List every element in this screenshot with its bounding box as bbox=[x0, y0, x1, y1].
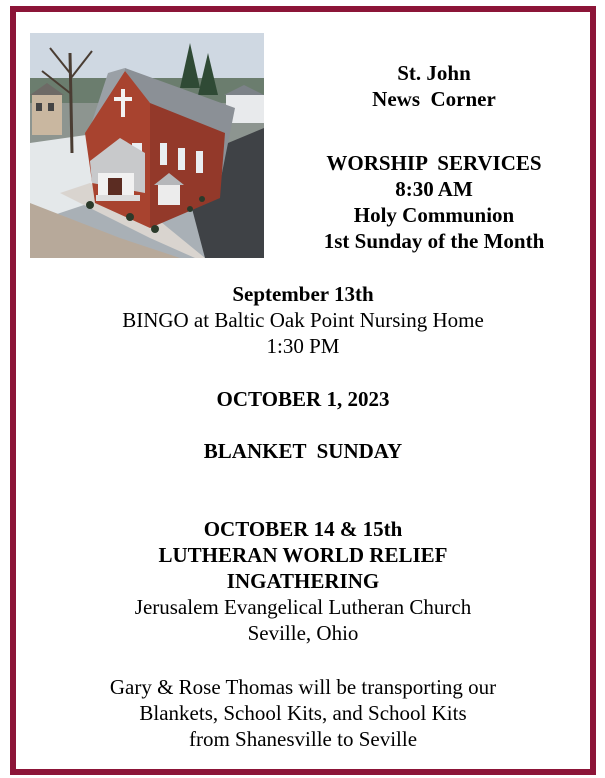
transport-section bbox=[16, 674, 590, 752]
ingathering-title-1: LUTHERAN WORLD RELIEF bbox=[158, 543, 448, 567]
communion-schedule: 1st Sunday of the Month bbox=[323, 229, 545, 253]
october-1-date: OCTOBER 1, 2023 bbox=[216, 387, 390, 411]
bingo-time: 1:30 PM bbox=[266, 334, 340, 358]
ingathering-section bbox=[16, 516, 590, 646]
bingo-section bbox=[16, 281, 590, 359]
ingathering-title-2: INGATHERING bbox=[226, 569, 380, 593]
bingo-date: September 13th bbox=[232, 282, 374, 306]
ingathering-date: OCTOBER 14 & 15th bbox=[203, 517, 403, 541]
blanket-sunday-title: BLANKET SUNDAY bbox=[203, 439, 403, 463]
bingo-text: BINGO at Baltic Oak Point Nursing Home bbox=[122, 308, 484, 332]
transport-line-3: from Shanesville to Seville bbox=[188, 727, 418, 751]
newsletter-title bbox=[284, 60, 584, 112]
newsletter-frame bbox=[10, 6, 596, 775]
worship-heading: WORSHIP SERVICES bbox=[326, 151, 542, 175]
title-line-1: St. John bbox=[397, 61, 471, 85]
title-line-2: News Corner bbox=[372, 87, 496, 111]
church-photo bbox=[30, 33, 264, 258]
ingathering-place-1: Jerusalem Evangelical Lutheran Church bbox=[134, 595, 472, 619]
communion-label: Holy Communion bbox=[353, 203, 515, 227]
transport-line-2: Blankets, School Kits, and School Kits bbox=[139, 701, 467, 725]
worship-services-section bbox=[284, 150, 584, 254]
transport-line-1: Gary & Rose Thomas will be transporting our bbox=[109, 675, 497, 699]
worship-time: 8:30 AM bbox=[395, 177, 473, 201]
ingathering-place-2: Seville, Ohio bbox=[247, 621, 359, 645]
